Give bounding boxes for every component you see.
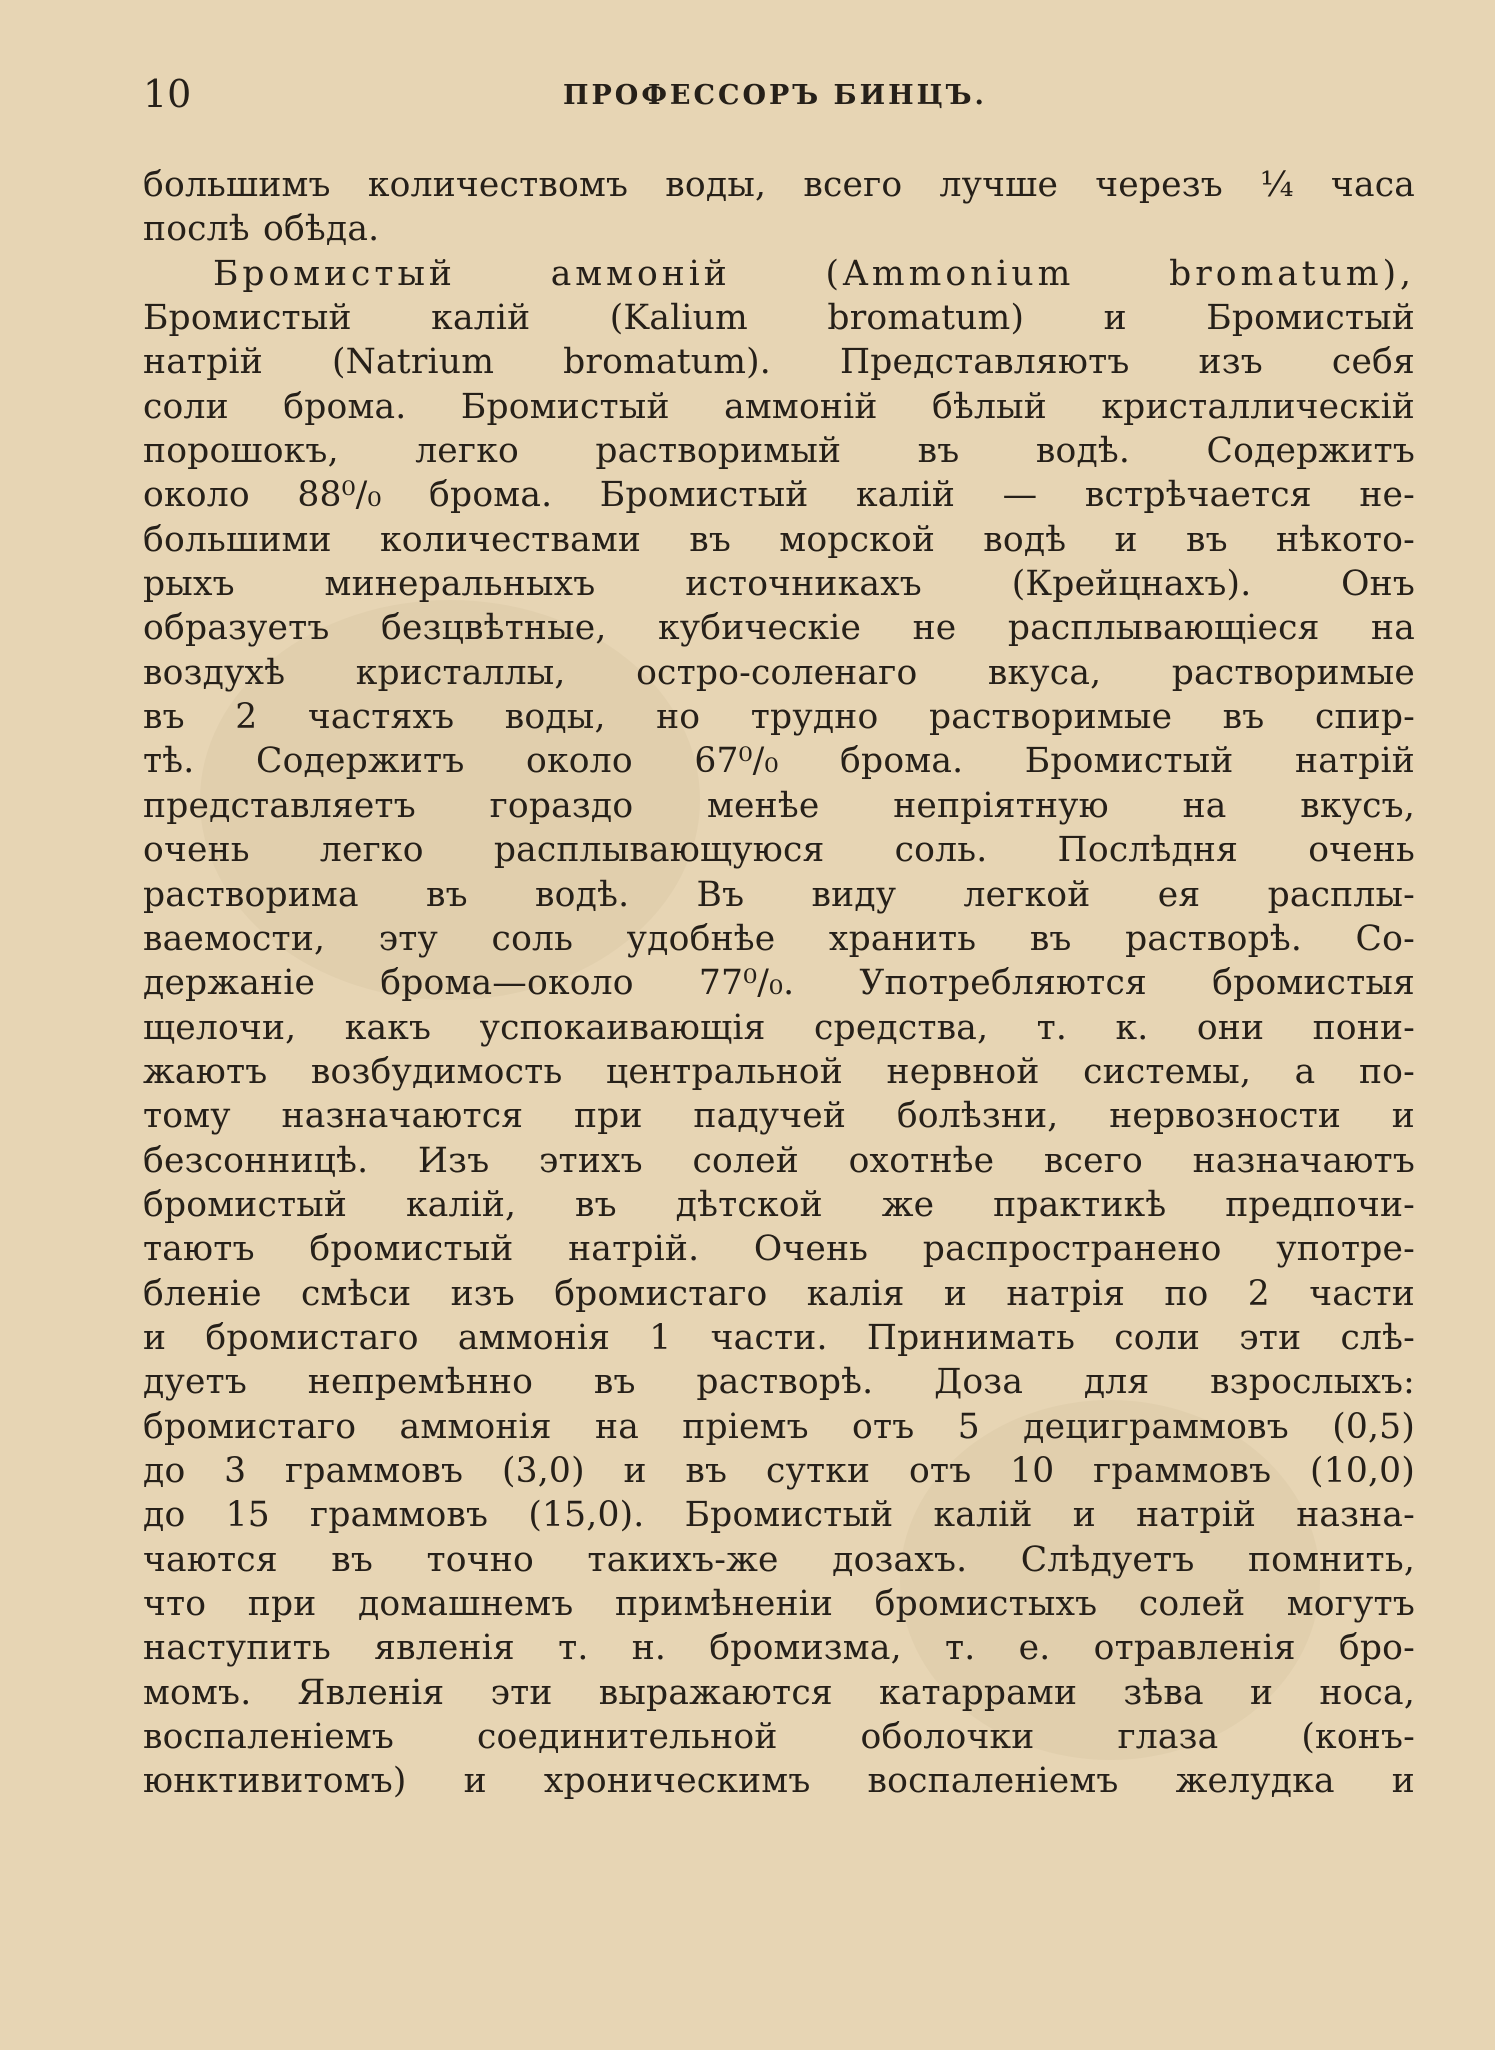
- text-line: дуетъ непремѣнно въ растворѣ. Доза для взрослыхъ:: [143, 1362, 1415, 1403]
- text-line: тому назначаются при падучей болѣзни, нервозности и: [143, 1096, 1415, 1137]
- text-line: безсонницѣ. Изъ этихъ солей охотнѣе всего назначаютъ: [143, 1140, 1415, 1181]
- text-line: соли брома. Бромистый аммоній бѣлый кристаллическій: [143, 386, 1415, 427]
- text-line: очень легко расплывающуюся соль. Послѣдня очень: [143, 830, 1415, 871]
- text-line: воздухѣ кристаллы, остро-соленаго вкуса, растворимые: [143, 652, 1415, 693]
- text-line: Бромистый калій (Kalium bromatum) и Бромистый: [143, 298, 1415, 339]
- text-line: въ 2 частяхъ воды, но трудно растворимые въ спир-: [143, 697, 1415, 738]
- text-line: и бромистаго аммонія 1 части. Принимать соли эти слѣ-: [143, 1317, 1415, 1358]
- text-line: Бромистый аммоній (Ammonium bromatum),: [213, 253, 1415, 294]
- text-line: жаютъ возбудимость центральной нервной системы, а по-: [143, 1051, 1415, 1092]
- text-line: до 15 граммовъ (15,0). Бромистый калій и натрій назна-: [143, 1495, 1415, 1536]
- text-line: послѣ обѣда.: [143, 209, 380, 250]
- text-line: большимъ количествомъ воды, всего лучше черезъ ¼ часа: [143, 165, 1415, 205]
- text-line: тѣ. Содержитъ около 67⁰/₀ брома. Бромистый натрій: [143, 741, 1415, 782]
- text-line: таютъ бромистый натрій. Очень распространено употре-: [143, 1229, 1415, 1270]
- text-line: бленіе смѣси изъ бромистаго калія и натрія по 2 части: [143, 1273, 1415, 1314]
- text-line: представляетъ гораздо менѣе непріятную на вкусъ,: [143, 785, 1415, 826]
- page-number: 10: [143, 72, 192, 116]
- text-line: до 3 граммовъ (3,0) и въ сутки отъ 10 граммовъ (10,0): [143, 1450, 1415, 1491]
- text-line: около 88⁰/₀ брома. Бромистый калій — встрѣчается не-: [143, 475, 1415, 516]
- text-line: бромистый калій, въ дѣтской же практикѣ предпочи-: [143, 1184, 1415, 1225]
- text-line: чаются въ точно такихъ-же дозахъ. Слѣдуетъ помнить,: [143, 1539, 1415, 1580]
- text-line: ваемости, эту соль удобнѣе хранить въ растворѣ. Со-: [143, 918, 1415, 959]
- text-line: бромистаго аммонія на пріемъ отъ 5 дециграммовъ (0,5): [143, 1406, 1415, 1447]
- text-line: щелочи, какъ успокаивающія средства, т. к. они пони-: [143, 1007, 1415, 1048]
- text-line: порошокъ, легко растворимый въ водѣ. Содержитъ: [143, 431, 1415, 472]
- body-text: [143, 163, 1415, 1804]
- text-line: растворима въ водѣ. Въ виду легкой ея расплы-: [143, 874, 1415, 915]
- text-line: что при домашнемъ примѣненіи бромистыхъ солей могутъ: [143, 1584, 1415, 1624]
- text-line: наступить явленія т. н. бромизма, т. е. отравленія бро-: [143, 1628, 1415, 1669]
- text-line: юнктивитомъ) и хроническимъ воспаленіемъ желудка и: [143, 1761, 1415, 1802]
- text-line: рыхъ минеральныхъ источникахъ (Крейцнахъ). Онъ: [143, 564, 1415, 605]
- text-line: большими количествами въ морской водѣ и въ нѣкото-: [143, 519, 1415, 560]
- text-line: держаніе брома—около 77⁰/₀. Употребляются бромистыя: [143, 963, 1415, 1004]
- text-line: образуетъ безцвѣтные, кубическіе не расплывающіеся на: [143, 608, 1415, 649]
- text-line: натрій (Natrium bromatum). Представляютъ изъ себя: [143, 342, 1415, 383]
- running-title: ПРОФЕССОРЪ БИНЦЪ.: [563, 80, 987, 111]
- text-line: воспаленіемъ соединительной оболочки глаза (конъ-: [143, 1717, 1415, 1758]
- page-header: [143, 72, 1413, 122]
- text-line: момъ. Явленія эти выражаются катаррами зѣва и носа,: [143, 1672, 1415, 1713]
